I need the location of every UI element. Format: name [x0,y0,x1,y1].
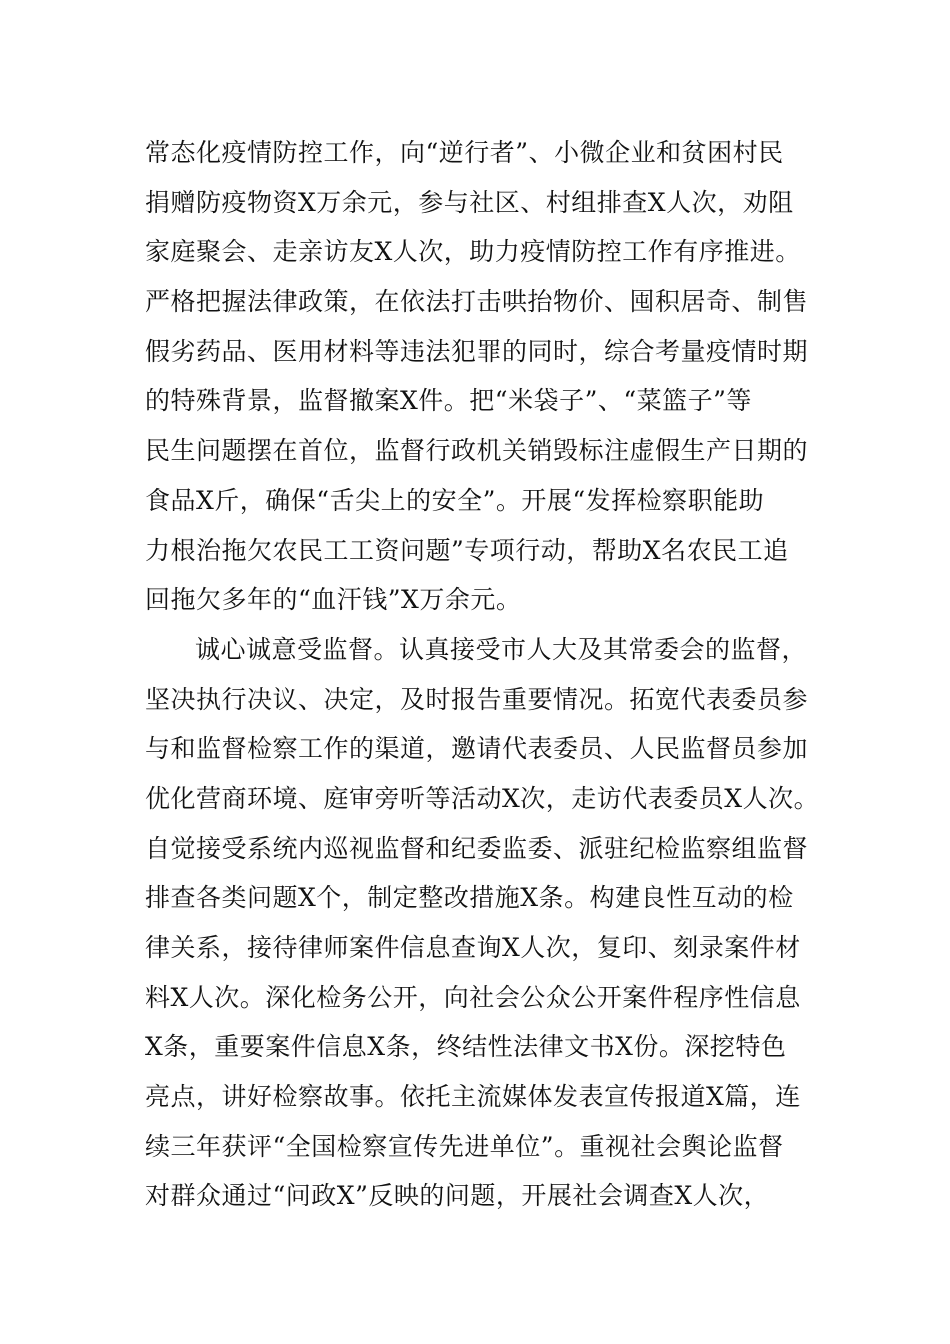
body-text [145,128,820,1221]
text-line: 的特殊背景，监督撤案X件。把“米袋子”、“菜篮子”等 [145,386,752,416]
text-line: 优化营商环境、庭审旁听等活动X次，走访代表委员X人次。 [145,783,820,813]
text-line: 对群众通过“问政X”反映的问题，开展社会调查X人次， [145,1181,770,1211]
text-line: 亮点，讲好检察故事。依托主流媒体发表宣传报道X篇，连 [145,1082,801,1112]
paragraph-1 [145,128,815,625]
text-line: X条，重要案件信息X条，终结性法律文书X份。深挖特色 [145,1032,787,1062]
text-line: 排查各类问题X个，制定整改措施X条。构建良性互动的检 [145,883,794,913]
text-line: 续三年获评“全国检察宣传先进单位”。重视社会舆论监督 [145,1131,784,1161]
text-line: 律关系，接待律师案件信息查询X人次，复印、刻录案件材 [145,933,801,962]
paragraph-2 [145,625,820,1221]
text-line: 民生问题摆在首位，监督行政机关销毁标注虚假生产日期的 [145,436,809,466]
text-line: 回拖欠多年的“血汗钱”X万余元。 [145,585,522,615]
text-line: 家庭聚会、走亲访友X人次，助力疫情防控工作有序推进。 [145,237,801,267]
text-line: 诚心诚意受监督。认真接受市人大及其常委会的监督， [195,634,808,664]
text-line: 捐赠防疫物资X万余元，参与社区、村组排查X人次，劝阻 [145,187,794,217]
text-line: 自觉接受系统内巡视监督和纪委监委、派驻纪检监察组监督 [145,833,809,863]
text-line: 常态化疫情防控工作，向“逆行者”、小微企业和贫困村民 [145,138,784,167]
text-line: 料X人次。深化检务公开，向社会公众公开案件程序性信息 [145,982,801,1012]
text-line: 严格把握法律政策，在依法打击哄抬物价、囤积居奇、制售 [145,287,809,317]
text-line: 坚决执行决议、决定，及时报告重要情况。拓宽代表委员参 [145,684,809,714]
text-line: 食品X斤，确保“舌尖上的安全”。开展“发挥检察职能助 [145,485,765,515]
text-line: 力根治拖欠农民工工资问题”专项行动，帮助X名农民工追 [145,535,789,565]
text-line: 与和监督检察工作的渠道，邀请代表委员、人民监督员参加 [145,734,809,764]
text-line: 假劣药品、医用材料等违法犯罪的同时，综合考量疫情时期 [145,336,809,366]
